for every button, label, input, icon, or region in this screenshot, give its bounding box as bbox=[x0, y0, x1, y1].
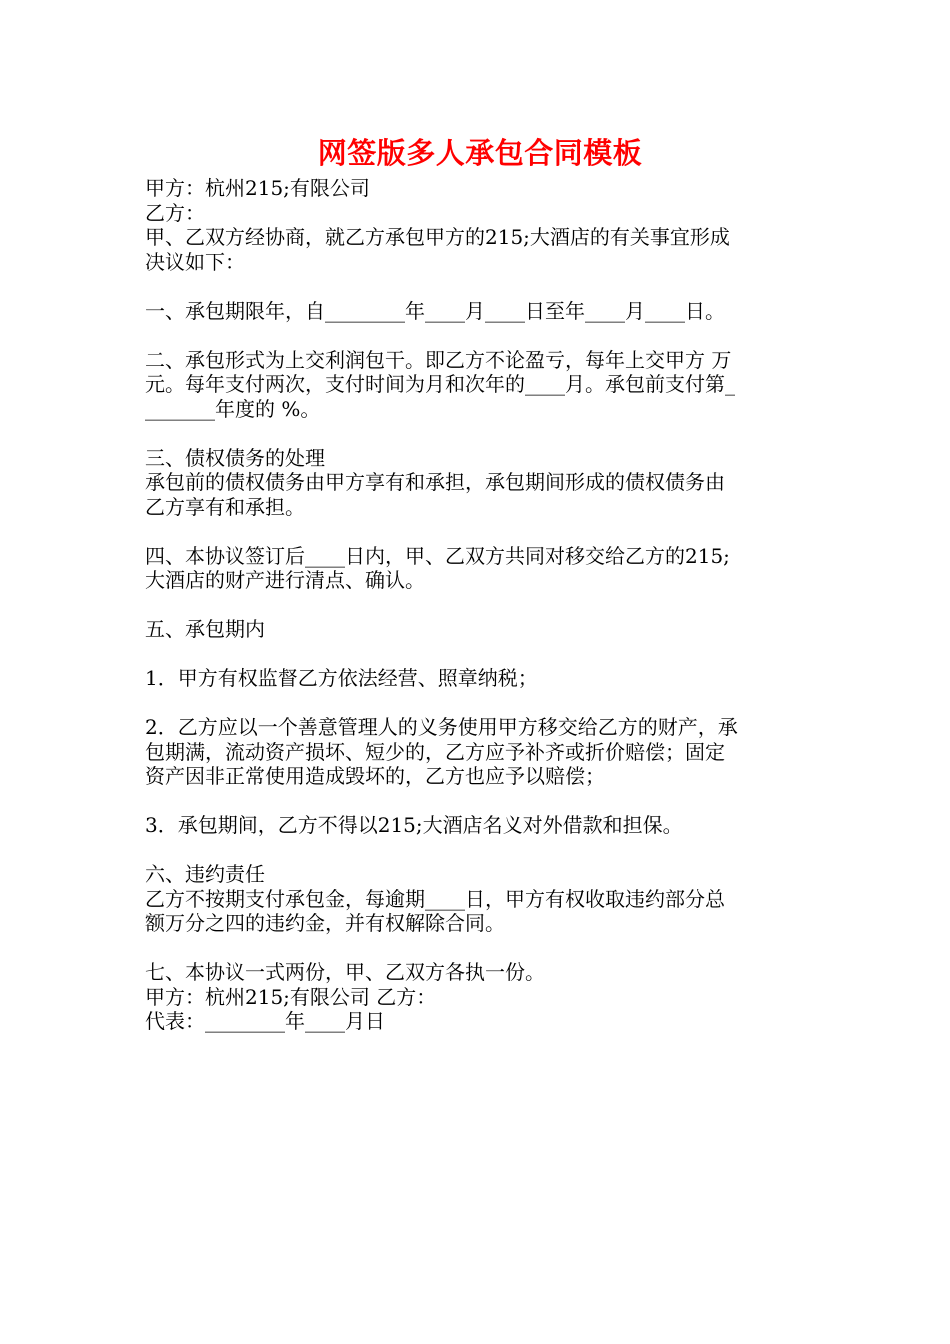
text-line: 1．甲方有权监督乙方依法经营、照章纳税； bbox=[145, 666, 538, 690]
blank-line bbox=[145, 274, 815, 299]
text-line: 代表：________年____月日 bbox=[145, 1009, 385, 1033]
text-line: 承包前的债权债务由甲方享有和承担，承包期间形成的债权债务由 bbox=[145, 470, 725, 494]
text-line: 三、债权债务的处理 bbox=[145, 445, 325, 470]
text-line: 七、本协议一式两份，甲、乙双方各执一份。 bbox=[145, 960, 545, 984]
blank-line bbox=[145, 519, 815, 544]
text-line: 2．乙方应以一个善意管理人的义务使用甲方移交给乙方的财产，承 bbox=[145, 715, 738, 739]
blank-line bbox=[145, 691, 815, 716]
text-line: 额万分之四的违约金，并有权解除合同。 bbox=[145, 911, 505, 935]
text-line: 3．承包期间，乙方不得以215;大酒店名义对外借款和担保。 bbox=[145, 813, 683, 837]
document-body bbox=[145, 176, 815, 1034]
text-line: 甲方：杭州215;有限公司 bbox=[145, 176, 370, 200]
text-line: 六、违约责任 bbox=[145, 862, 265, 886]
text-line: 大酒店的财产进行清点、确认。 bbox=[145, 568, 425, 592]
text-line: 乙方不按期支付承包金，每逾期____日，甲方有权收取违约部分总 bbox=[145, 886, 725, 911]
blank-line bbox=[145, 421, 815, 446]
document-title: 网签版多人承包合同模板 bbox=[317, 136, 643, 170]
text-line: 甲方：杭州215;有限公司 乙方： bbox=[145, 984, 437, 1009]
blank-line bbox=[145, 936, 815, 961]
text-line: 甲、乙双方经协商，就乙方承包甲方的215;大酒店的有关事宜形成 bbox=[145, 225, 730, 249]
text-line: 决议如下： bbox=[145, 249, 245, 274]
text-line: 四、本协议签订后____日内，甲、乙双方共同对移交给乙方的215; bbox=[145, 543, 730, 568]
text-line: _______年度的 %。 bbox=[145, 396, 321, 421]
blank-line bbox=[145, 323, 815, 348]
text-line: 一、承包期限年，自________年____月____日至年____月____日。 bbox=[145, 298, 725, 323]
text-line: 资产因非正常使用造成毁坏的，乙方也应予以赔偿； bbox=[145, 764, 605, 788]
text-line: 元。每年支付两次，支付时间为月和次年的____月。承包前支付第_ bbox=[145, 372, 735, 396]
text-line: 乙方： bbox=[145, 200, 205, 225]
document-page bbox=[145, 130, 815, 1034]
text-line: 二、承包形式为上交利润包干。即乙方不论盈亏，每年上交甲方 万 bbox=[145, 347, 732, 372]
text-line: 五、承包期内 bbox=[145, 617, 265, 641]
blank-line bbox=[145, 642, 815, 667]
blank-line bbox=[145, 789, 815, 814]
blank-line bbox=[145, 838, 815, 863]
text-line: 乙方享有和承担。 bbox=[145, 494, 305, 519]
text-line: 包期满，流动资产损坏、短少的，乙方应予补齐或折价赔偿；固定 bbox=[145, 739, 725, 764]
blank-line bbox=[145, 593, 815, 618]
